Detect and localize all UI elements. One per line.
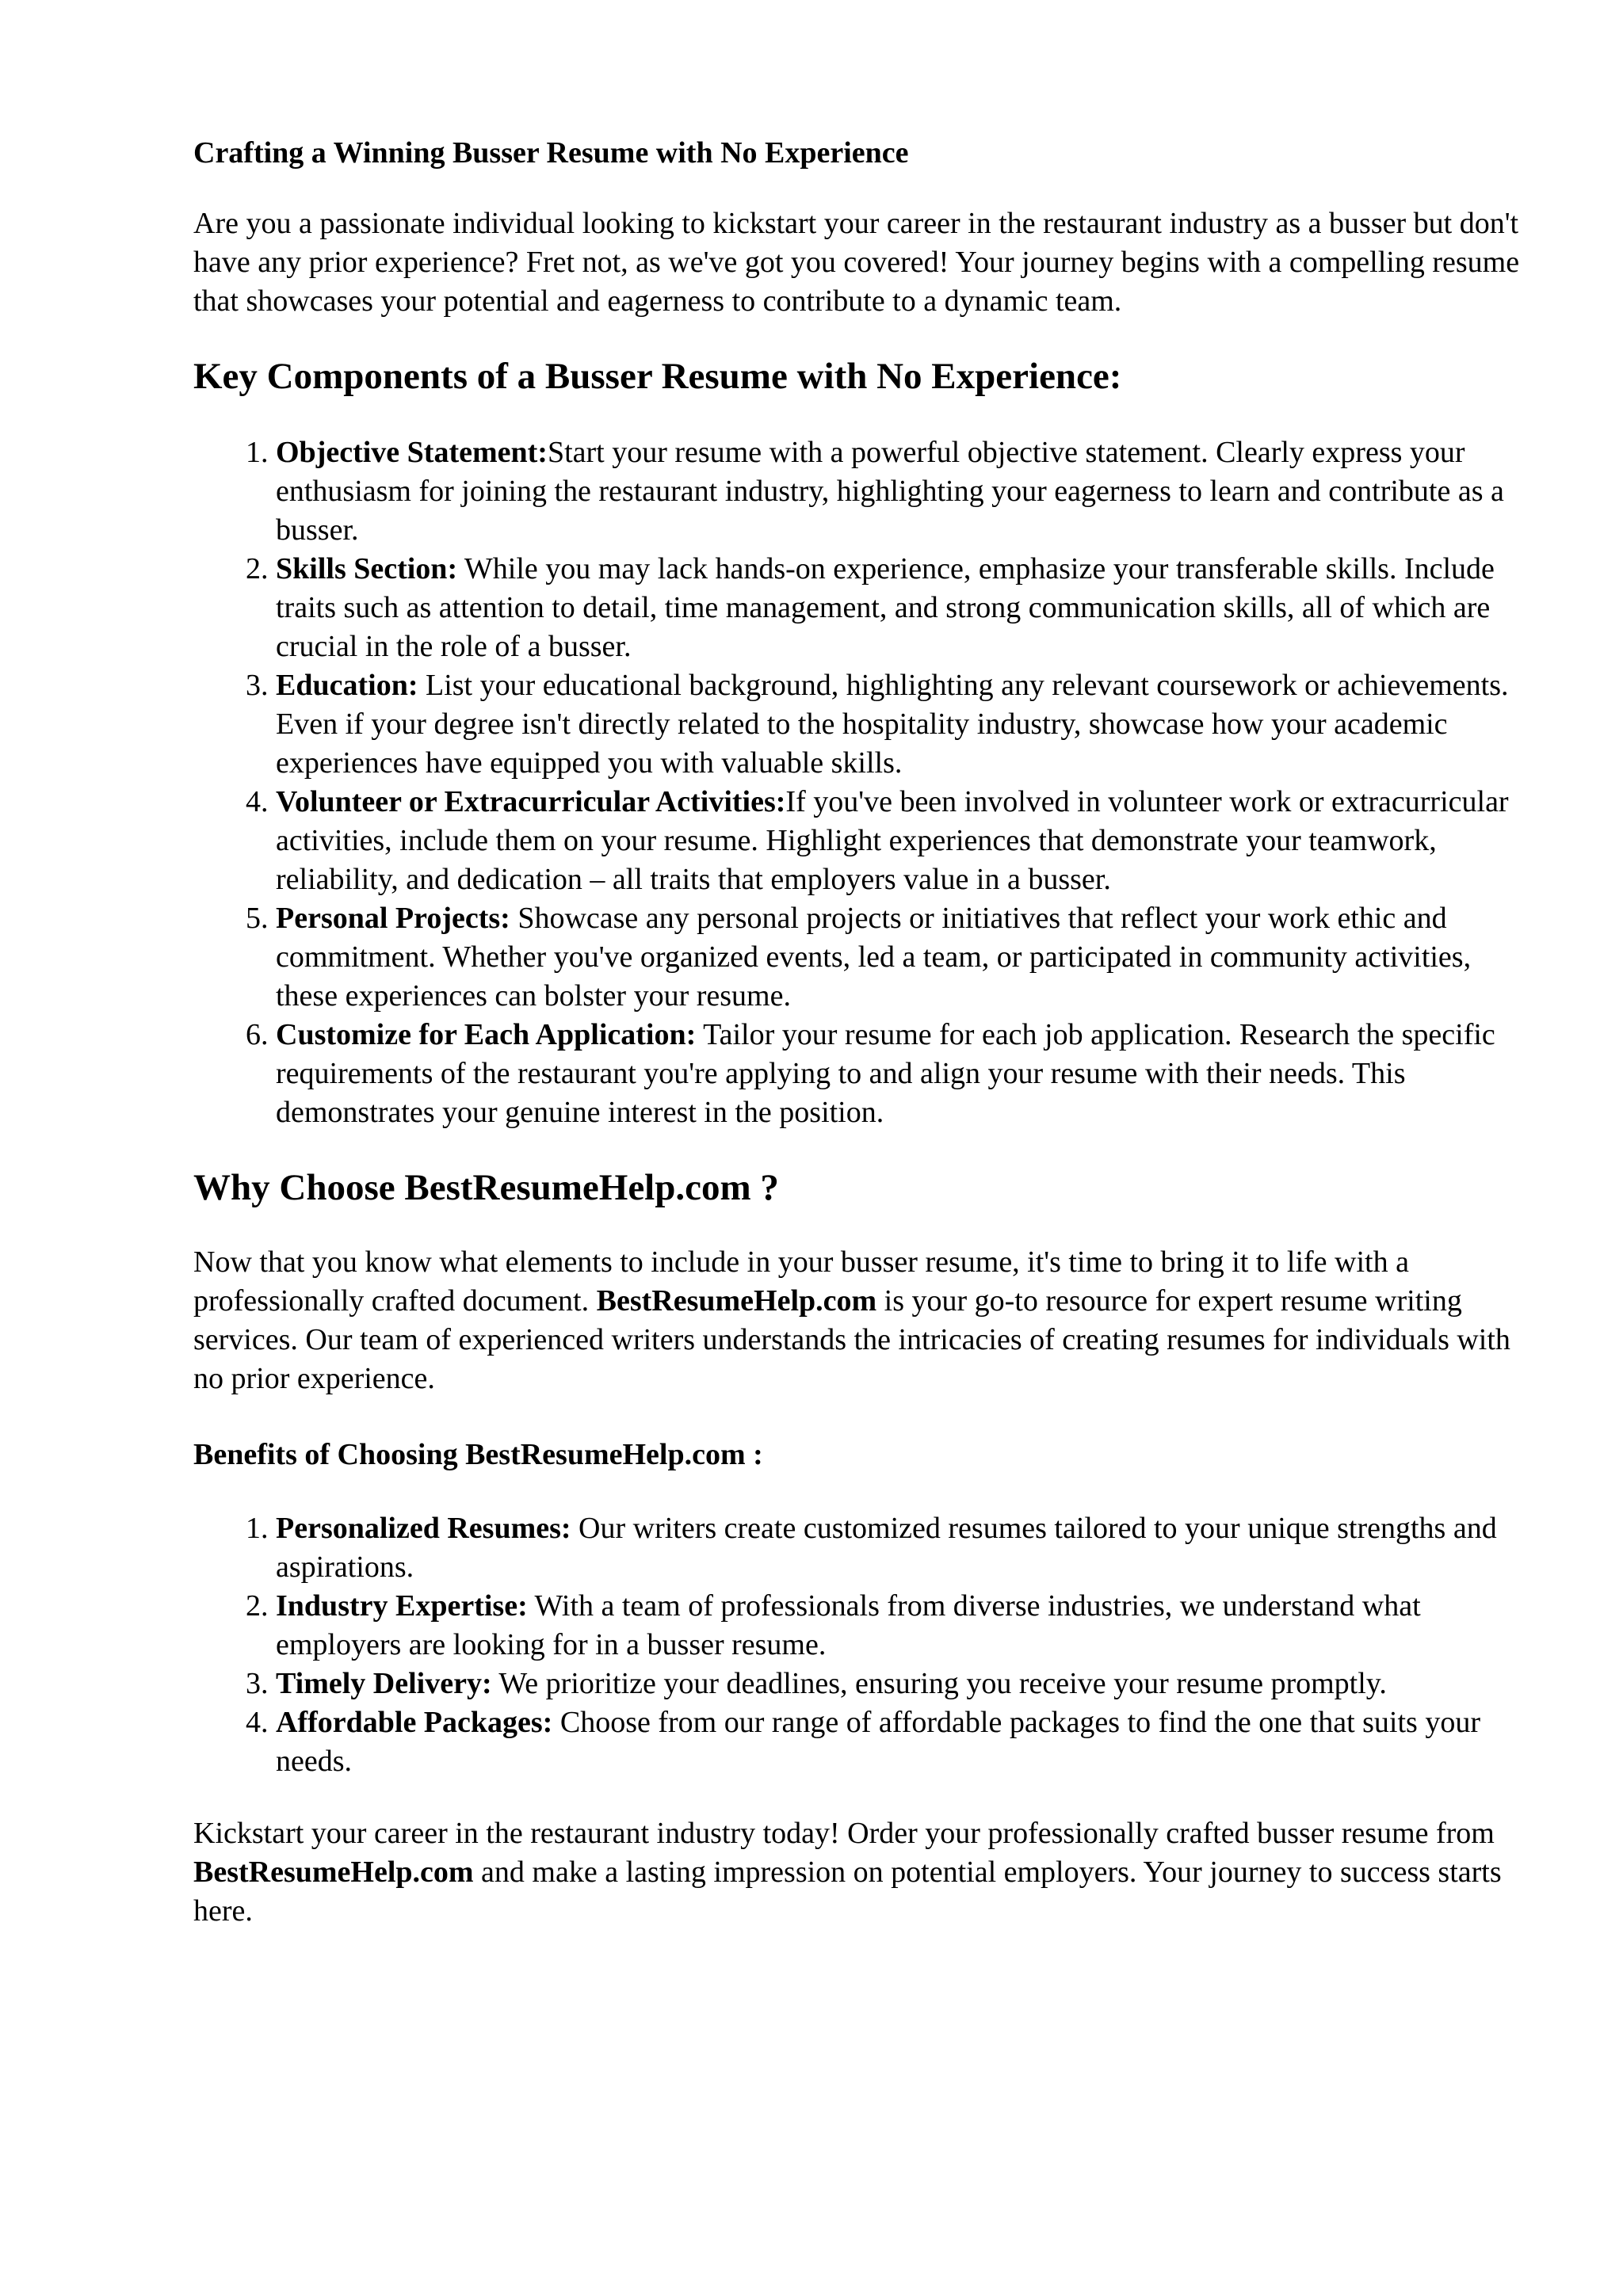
benefits-list xyxy=(193,1509,1525,1781)
item-text: With a team of professionals from diverse industries, we understand what employers are looking for in a busser resume. xyxy=(276,1589,1421,1661)
item-term: Volunteer or Extracurricular Activities: xyxy=(276,784,786,818)
item-term: Timely Delivery: xyxy=(276,1666,492,1700)
closing-text-before: Kickstart your career in the restaurant industry today! Order your professionally crafted busser resume from xyxy=(193,1816,1495,1850)
item-term: Personal Projects: xyxy=(276,901,510,935)
list-item xyxy=(276,433,1525,550)
document-title: Crafting a Winning Busser Resume with No Experience xyxy=(193,136,909,170)
item-text: Showcase any personal projects or initiatives that reflect your work ethic and commitment. Whether you've organized events, led a team, or participated in community activities, these experiences can bolster your resume. xyxy=(276,901,1472,1013)
why-choose-heading: Why Choose BestResumeHelp.com ? xyxy=(193,1166,779,1208)
brand-name: BestResumeHelp.com xyxy=(596,1284,877,1318)
why-choose-paragraph xyxy=(193,1243,1525,1398)
item-term: Personalized Resumes: xyxy=(276,1511,571,1545)
item-text: We prioritize your deadlines, ensuring you receive your resume promptly. xyxy=(491,1666,1387,1700)
brand-name: BestResumeHelp.com xyxy=(193,1855,474,1889)
document-page xyxy=(193,135,1525,1931)
benefits-heading: Benefits of Choosing BestResumeHelp.com : xyxy=(193,1438,763,1472)
item-term: Affordable Packages: xyxy=(276,1705,553,1739)
list-item xyxy=(276,1703,1525,1781)
list-item xyxy=(276,550,1525,666)
list-item xyxy=(276,666,1525,783)
item-term: Objective Statement: xyxy=(276,435,548,469)
item-text: Our writers create customized resumes tailored to your unique strengths and aspirations. xyxy=(276,1511,1497,1584)
why-choose-text-before: Now that you know what elements to include in your busser resume, it's time to bring it to life with a professionally crafted document. xyxy=(193,1245,1409,1318)
intro-paragraph: Are you a passionate individual looking to kickstart your career in the restaurant industry as a busser but don't have any prior experience? Fret not, as we've got you covered! Your journey begins with a compelling resume that showcases your potential and eagerness to contribute to a dynamic team. xyxy=(193,206,1520,318)
item-text: While you may lack hands-on experience, emphasize your transferable skills. Include traits such as attention to detail, time management, and strong communication skills, all of which are crucial in the role of a busser. xyxy=(276,551,1495,663)
list-item xyxy=(276,1587,1525,1665)
item-term: Customize for Each Application: xyxy=(276,1017,697,1051)
why-choose-text-after: is your go-to resource for expert resume writing services. Our team of experienced writers understands the intricacies of creating resumes for individuals with no prior experience. xyxy=(193,1284,1510,1396)
list-item xyxy=(276,1509,1525,1587)
item-text: List your educational background, highlighting any relevant coursework or achievements. Even if your degree isn't directly related to the hospitality industry, showcase how your academic experiences have equipped you with valuable skills. xyxy=(276,668,1509,780)
list-item xyxy=(276,1016,1525,1132)
closing-text-after: and make a lasting impression on potential employers. Your journey to success starts here. xyxy=(193,1855,1502,1928)
list-item xyxy=(276,899,1525,1016)
list-item xyxy=(276,1665,1525,1703)
item-text: If you've been involved in volunteer work or extracurricular activities, include them on your resume. Highlight experiences that demonstrate your teamwork, reliability, and dedication – all traits that employers value in a busser. xyxy=(276,784,1509,896)
item-term: Education: xyxy=(276,668,418,702)
key-components-heading: Key Components of a Busser Resume with No Experience: xyxy=(193,355,1122,397)
key-components-list xyxy=(193,433,1525,1132)
item-term: Industry Expertise: xyxy=(276,1589,528,1623)
closing-paragraph xyxy=(193,1814,1525,1931)
list-item xyxy=(276,783,1525,899)
item-text: Tailor your resume for each job application. Research the specific requirements of the restaurant you're applying to and align your resume with their needs. This demonstrates your genuine interest in the position. xyxy=(276,1017,1495,1129)
item-text: Choose from our range of affordable packages to find the one that suits your needs. xyxy=(276,1705,1480,1778)
item-term: Skills Section: xyxy=(276,551,458,585)
item-text: Start your resume with a powerful objective statement. Clearly express your enthusiasm for joining the restaurant industry, highlighting your eagerness to learn and contribute as a busser. xyxy=(276,435,1504,547)
